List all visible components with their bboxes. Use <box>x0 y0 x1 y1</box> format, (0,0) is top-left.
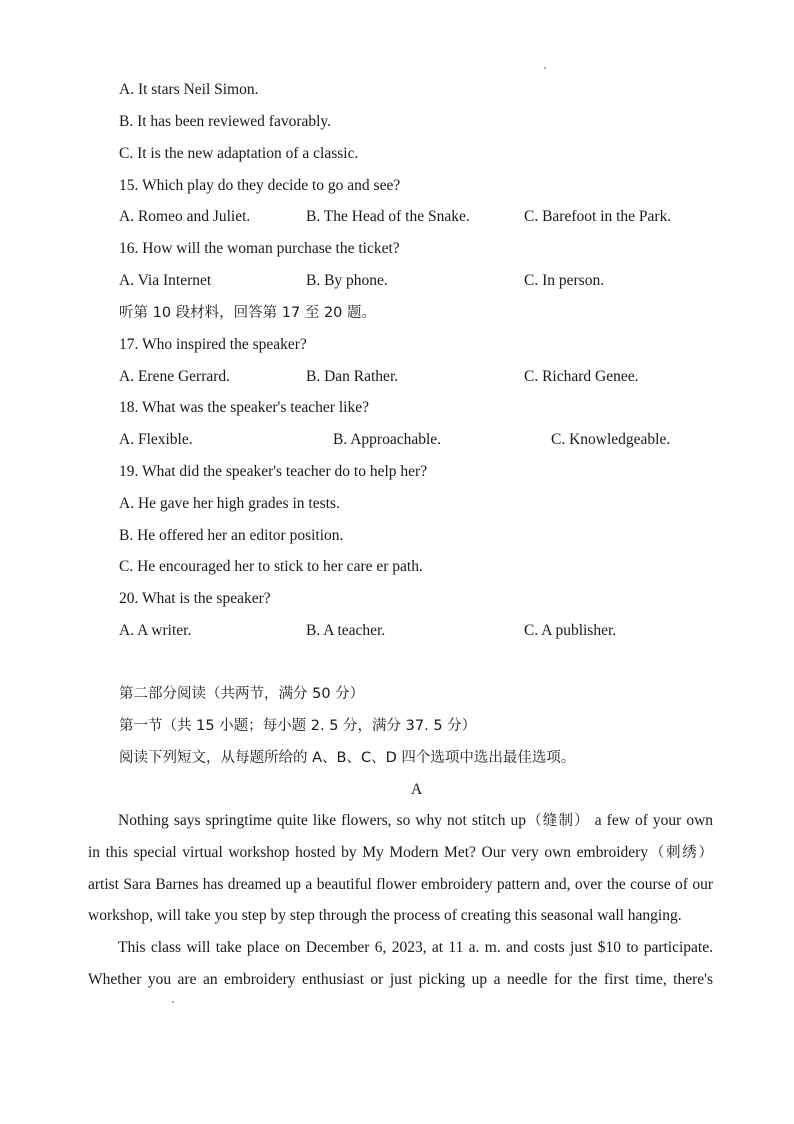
paragraph-line <box>88 837 713 869</box>
q17-option-c: C. Richard Genee. <box>524 368 639 385</box>
q19-question: 19. What did the speaker's teacher do to help her? <box>119 463 428 480</box>
q17-option-a: A. Erene Gerrard. <box>119 368 231 385</box>
q14-option-c: C. It is the new adaptation of a classic. <box>119 145 359 162</box>
q19-option-b: B. He offered her an editor position. <box>119 527 344 544</box>
reading-instruction: 阅读下列短文，从每题所给的 A、B、C、D 四个选项中选出最佳选项。 <box>119 750 576 766</box>
q18-option-c: C. Knowledgeable. <box>551 431 671 448</box>
q18-question: 18. What was the speaker's teacher like? <box>119 399 369 416</box>
gloss: （缝制） <box>526 813 590 829</box>
q20-option-b: B. A teacher. <box>306 622 386 639</box>
paragraph-text: Nothing says springtime quite like flowers, so why not stitch up <box>118 812 526 829</box>
q15-question: 15. Which play do they decide to go and see? <box>119 177 401 194</box>
paragraph-line: workshop, will take you step by step through the process of creating this seasonal wall hanging. <box>88 907 682 925</box>
q17-option-b: B. Dan Rather. <box>306 368 399 385</box>
q17-question: 17. Who inspired the speaker? <box>119 336 307 353</box>
q19-option-c: C. He encouraged her to stick to her care er path. <box>119 558 423 575</box>
paragraph-text: in this special virtual workshop hosted by My Modern Met? Our very own embroidery <box>88 843 649 861</box>
passage-paragraph-1 <box>88 805 713 932</box>
q15-option-c: C. Barefoot in the Park. <box>524 208 672 225</box>
q20-option-a: A. A writer. <box>119 622 192 639</box>
reading-part-title: 第二部分阅读（共两节，满分 50 分） <box>119 686 365 702</box>
reading-section-title: 第一节（共 15 小题；每小题 2. 5 分，满分 37. 5 分） <box>119 718 477 734</box>
q18-option-a: A. Flexible. <box>119 431 193 448</box>
passage-paragraph-2 <box>88 932 713 996</box>
paragraph-line: artist Sara Barnes has dreamed up a beautiful flower embroidery pattern and, over the course of our <box>88 875 713 893</box>
q18-option-b: B. Approachable. <box>333 431 442 448</box>
paragraph-line: Whether you are an embroidery enthusiast or just picking up a needle for the first time, there's <box>88 970 713 988</box>
q16-option-b: B. By phone. <box>306 272 388 289</box>
paragraph-text: a few of your own <box>594 812 714 829</box>
q20-option-c: C. A publisher. <box>524 622 617 639</box>
q16-option-a: A. Via Internet <box>119 272 212 289</box>
q15-option-b: B. The Head of the Snake. <box>306 208 470 225</box>
q20-question: 20. What is the speaker? <box>119 590 271 607</box>
scan-speck <box>544 67 546 69</box>
paragraph-line <box>88 805 713 837</box>
scan-speck <box>172 1001 174 1003</box>
q14-option-b: B. It has been reviewed favorably. <box>119 113 332 130</box>
paragraph-line: This class will take place on December 6, 2023, at 11 a. m. and costs just $10 to participate. <box>118 939 713 956</box>
passage-label: A <box>411 781 423 798</box>
q14-option-a: A. It stars Neil Simon. <box>119 81 259 98</box>
q16-option-c: C. In person. <box>524 272 605 289</box>
q16-question: 16. How will the woman purchase the ticket? <box>119 240 400 257</box>
q19-option-a: A. He gave her high grades in tests. <box>119 495 340 512</box>
gloss: （刺绣） <box>648 844 713 861</box>
section10-instruction: 听第 10 段材料，回答第 17 至 20 题。 <box>119 305 377 321</box>
q15-option-a: A. Romeo and Juliet. <box>119 208 251 225</box>
